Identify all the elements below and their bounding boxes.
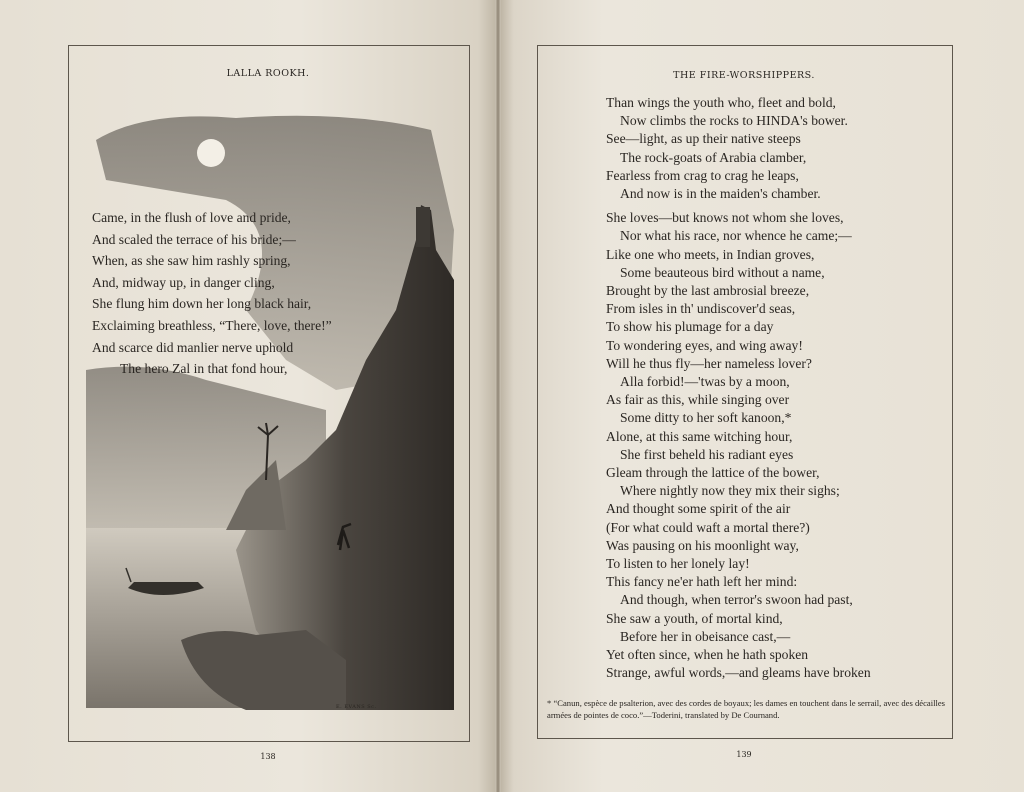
engraving-illustration bbox=[86, 110, 456, 710]
verse-line: Alla forbid!—'twas by a moon, bbox=[620, 374, 790, 390]
verse-line: Will he thus fly—her nameless lover? bbox=[606, 355, 812, 371]
moon bbox=[197, 139, 225, 167]
verse-line: As fair as this, while singing over bbox=[606, 392, 790, 408]
verse-line: And thought some spirit of the air bbox=[606, 501, 791, 517]
verse-line: Came, in the flush of love and pride, bbox=[92, 210, 291, 225]
right-verse bbox=[606, 94, 871, 683]
verse-line: This fancy ne'er hath left her mind: bbox=[606, 574, 798, 590]
verse-line: Where nightly now they mix their sighs; bbox=[620, 483, 840, 499]
verse-line: Yet often since, when he hath spoken bbox=[606, 647, 809, 663]
verse-line: She flung him down her long black hair, bbox=[92, 296, 312, 312]
verse-line: Fearless from crag to crag he leaps, bbox=[606, 167, 799, 183]
stanza-2 bbox=[606, 209, 871, 682]
right-running-head: THE FIRE-WORSHIPPERS. bbox=[673, 70, 815, 81]
verse-line: Brought by the last ambrosial breeze, bbox=[606, 283, 810, 299]
verse-line: And, midway up, in danger cling, bbox=[92, 274, 275, 290]
tower bbox=[416, 207, 430, 247]
engraver-signature: E. EVANS Sc. bbox=[336, 704, 377, 710]
verse-line: Some beauteous bird without a name, bbox=[620, 264, 825, 280]
verse-line: See—light, as up their native steeps bbox=[606, 131, 801, 147]
stanza-1 bbox=[606, 94, 871, 203]
verse-line: To wondering eyes, and wing away! bbox=[606, 337, 803, 353]
verse-line: She first beheld his radiant eyes bbox=[620, 446, 794, 462]
verse-line: Exclaiming breathless, “There, love, there!” bbox=[92, 317, 332, 333]
verse-line: Now climbs the rocks to HINDA's bower. bbox=[620, 113, 848, 129]
verse-line: And scarce did manlier nerve uphold bbox=[92, 339, 294, 355]
verse-line: From isles in th' undiscover'd seas, bbox=[606, 301, 796, 317]
verse-line: Nor what his race, nor whence he came;— bbox=[620, 228, 852, 244]
verse-line: To listen to her lonely lay! bbox=[606, 556, 750, 572]
verse-line: Some ditty to her soft kanoon,* bbox=[620, 410, 792, 426]
verse-line: Before her in obeisance cast,— bbox=[620, 628, 791, 644]
left-verse bbox=[92, 207, 332, 380]
right-page-number: 139 bbox=[736, 750, 752, 759]
footnote: * “Canun, espèce de psalterion, avec des cordes de boyaux; les dames en touchent dans le serrail, avec des décailles armées de pointes de coco.”—Toderini, translated by De Cournand. bbox=[547, 698, 946, 720]
book-gutter bbox=[495, 0, 501, 792]
verse-line: Alone, at this same witching hour, bbox=[606, 428, 793, 444]
verse-line: Was pausing on his moonlight way, bbox=[606, 537, 799, 553]
verse-line: She loves—but knows not whom she loves, bbox=[606, 210, 844, 226]
verse-line: To show his plumage for a day bbox=[606, 319, 774, 335]
verse-line: When, as she saw him rashly spring, bbox=[92, 253, 291, 269]
verse-line: And now is in the maiden's chamber. bbox=[620, 186, 821, 202]
verse-line: The rock-goats of Arabia clamber, bbox=[620, 149, 807, 165]
left-page-number: 138 bbox=[260, 752, 276, 761]
verse-line: Gleam through the lattice of the bower, bbox=[606, 465, 820, 481]
verse-line: Than wings the youth who, fleet and bold, bbox=[606, 95, 836, 110]
verse-line: The hero Zal in that fond hour, bbox=[120, 361, 288, 377]
left-running-head: LALLA ROOKH. bbox=[226, 68, 310, 79]
verse-line: She saw a youth, of mortal kind, bbox=[606, 610, 783, 626]
verse-line: Like one who meets, in Indian groves, bbox=[606, 246, 815, 262]
verse-line: And though, when terror's swoon had past, bbox=[620, 592, 853, 608]
verse-line: And scaled the terrace of his bride;— bbox=[92, 231, 296, 247]
verse-line: Strange, awful words,—and gleams have broken bbox=[606, 665, 871, 681]
verse-line: (For what could waft a mortal there?) bbox=[606, 519, 810, 535]
